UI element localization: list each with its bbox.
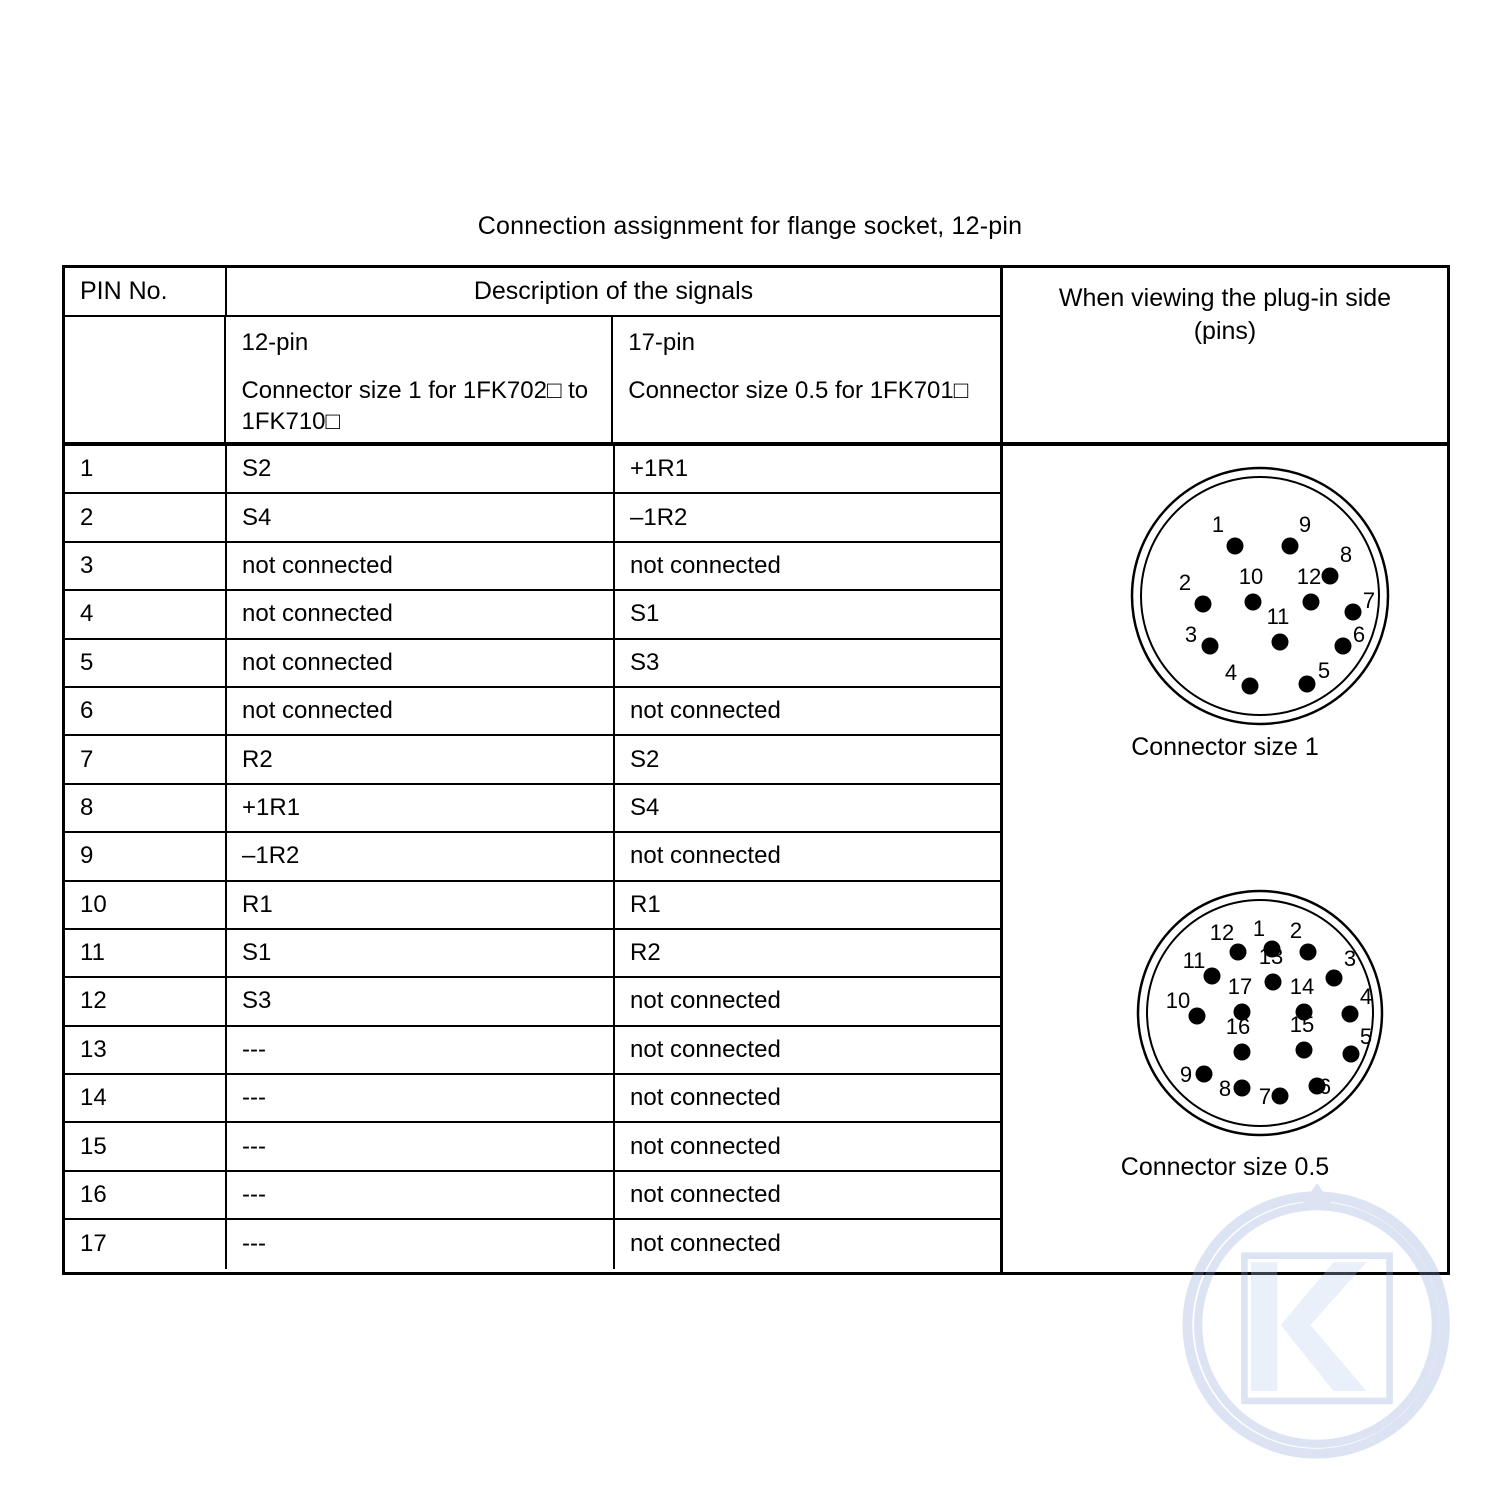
pin-number-label: 2 [1178,570,1192,595]
pin-number-label: 6 [1318,1074,1332,1099]
cell-pin: 14 [65,1075,227,1121]
table-row [65,688,1000,736]
cell-pin: 13 [65,1027,227,1073]
cell-12pin: S1 [227,930,615,976]
connector-size-1-label: Connector size 1 [1131,733,1319,761]
cell-17pin: not connected [630,1181,781,1209]
pin-number-label: 1 [1252,916,1266,941]
cell-pin: 10 [65,882,227,928]
cell-17pin: S3 [630,648,660,676]
diagram-header-line1: When viewing the plug-in side [1058,284,1392,312]
cell-17pin: not connected [630,987,781,1015]
cell-12pin: S2 [227,446,615,492]
pin-number-label: 8 [1339,542,1353,567]
diagram-body [1003,446,1447,1272]
pin-dot [1296,1042,1313,1059]
cell-pin: 15 [65,1123,227,1169]
cell-pin: 1 [65,446,227,492]
pin-number-label: 13 [1258,944,1284,969]
pin-number-label: 9 [1298,512,1312,537]
table-row [65,882,1000,930]
cell-17pin: not connected [630,842,781,870]
pin-number-label: 15 [1289,1012,1315,1037]
cell-17pin: S2 [630,745,660,773]
cell-pin: 12 [65,978,227,1024]
figure-caption: Connection assignment for flange socket, 12-pin [477,212,1023,240]
header-col-17pin-sub: Connector size 0.5 for 1FK701□ [628,376,969,404]
cell-12pin: --- [227,1172,615,1218]
cell-17pin: R2 [630,939,661,967]
pin-dot [1282,538,1299,555]
pin-dot [1303,594,1320,611]
cell-pin: 3 [65,543,227,589]
table-header-top [65,268,1000,317]
cell-12pin: S4 [227,494,615,540]
table-row [65,978,1000,1026]
cell-12pin: --- [227,1220,615,1268]
cell-17pin: not connected [630,1230,781,1258]
table-body [65,446,1000,1272]
cell-17pin: not connected [630,551,781,579]
header-pin-blank [65,317,226,442]
diagram-region [1003,268,1447,1272]
cell-17pin: –1R2 [630,503,688,531]
cell-pin: 5 [65,640,227,686]
pin-number-label: 7 [1258,1084,1272,1109]
table-row [65,736,1000,784]
pin-dot [1299,676,1316,693]
cell-17pin: not connected [630,1035,781,1063]
table-row [65,640,1000,688]
cell-pin: 11 [65,930,227,976]
pin-number-label: 12 [1296,564,1322,589]
table-header-sub [65,317,1000,446]
pin-dot [1204,968,1221,985]
table-row [65,1027,1000,1075]
cell-12pin: --- [227,1027,615,1073]
pin-dot [1227,538,1244,555]
pin-dot [1196,1066,1213,1083]
pin-dot [1335,638,1352,655]
pin-dot [1265,974,1282,991]
cell-17pin: R1 [630,890,661,918]
pin-number-label: 4 [1224,660,1238,685]
cell-12pin: +1R1 [227,785,615,831]
cell-12pin: not connected [227,688,615,734]
cell-17pin: S1 [630,600,660,628]
table-row [65,1172,1000,1220]
table-row [65,930,1000,978]
connector-size-05-block [1003,886,1447,1182]
cell-12pin: not connected [227,591,615,637]
pin-assignment-table [62,265,1450,1275]
pin-number-label: 14 [1289,974,1315,999]
table-row [65,446,1000,494]
cell-12pin: --- [227,1075,615,1121]
pin-number-label: 1 [1211,512,1225,537]
header-pin-no: PIN No. [65,268,227,315]
pin-dot [1272,1088,1289,1105]
cell-12pin: R1 [227,882,615,928]
header-description: Description of the signals [473,277,754,305]
pin-number-label: 16 [1225,1014,1251,1039]
pin-number-label: 5 [1317,658,1331,683]
table-row [65,1220,1000,1268]
cell-12pin: –1R2 [227,833,615,879]
pin-dot [1300,944,1317,961]
pin-number-label: 3 [1184,622,1198,647]
table-row [65,494,1000,542]
pin-dot [1242,678,1259,695]
header-col-12pin-sub: Connector size 1 for 1FK702□ to 1FK710□ [241,376,589,436]
diagram-header [1003,268,1447,446]
pin-dot [1343,1046,1360,1063]
table-row [65,785,1000,833]
table-row [65,591,1000,639]
cell-17pin: not connected [630,1132,781,1160]
cell-pin: 17 [65,1220,227,1268]
pin-number-label: 4 [1359,984,1373,1009]
cell-12pin: --- [227,1123,615,1169]
diagram-header-line2: (pins) [1193,316,1257,345]
pin-dot [1195,596,1212,613]
cell-17pin: S4 [630,793,660,821]
pin-number-label: 11 [1266,604,1290,629]
pin-number-label: 17 [1227,974,1253,999]
pin-dot [1322,568,1339,585]
cell-12pin: S3 [227,978,615,1024]
pin-number-label: 9 [1179,1062,1193,1087]
connector-size-05-label: Connector size 0.5 [1120,1153,1330,1181]
header-col-17pin-title: 17-pin [628,329,695,356]
table-row [65,833,1000,881]
cell-pin: 8 [65,785,227,831]
cell-pin: 9 [65,833,227,879]
table-row [65,1075,1000,1123]
pin-number-label: 12 [1209,920,1235,945]
connector-size-1-block [1003,456,1447,762]
cell-17pin: +1R1 [630,455,689,483]
cell-12pin: not connected [227,543,615,589]
pin-number-label: 6 [1352,622,1366,647]
pin-number-label: 5 [1359,1024,1373,1049]
pin-number-label: 8 [1218,1076,1232,1101]
header-col-12pin-title: 12-pin [241,329,309,356]
connector-size-1-diagram [1060,456,1390,726]
pin-number-label: 10 [1238,564,1264,589]
cell-pin: 7 [65,736,227,782]
connector-size-05-diagram [1060,886,1390,1146]
cell-pin: 2 [65,494,227,540]
table-region [65,268,1003,1272]
cell-pin: 4 [65,591,227,637]
cell-pin: 6 [65,688,227,734]
table-row [65,1123,1000,1171]
pin-dot [1189,1008,1206,1025]
pin-number-label: 10 [1165,988,1191,1013]
pin-number-label: 2 [1289,918,1303,943]
cell-17pin: not connected [630,1084,781,1112]
cell-17pin: not connected [630,697,781,725]
cell-pin: 16 [65,1172,227,1218]
header-col-12pin [226,317,613,442]
pin-number-label: 11 [1182,948,1206,973]
pin-dot [1345,604,1362,621]
pin-dot [1234,1080,1251,1097]
cell-12pin: not connected [227,640,615,686]
header-col-17pin [613,317,1000,442]
cell-12pin: R2 [227,736,615,782]
pin-number-label: 7 [1362,588,1376,613]
pin-dot [1234,1044,1251,1061]
pin-dot [1272,634,1289,651]
pin-dot [1326,970,1343,987]
pin-dot [1230,944,1247,961]
pin-dot [1245,594,1262,611]
pin-number-label: 3 [1343,946,1357,971]
pin-dot [1342,1006,1359,1023]
table-row [65,543,1000,591]
pin-dot [1202,638,1219,655]
